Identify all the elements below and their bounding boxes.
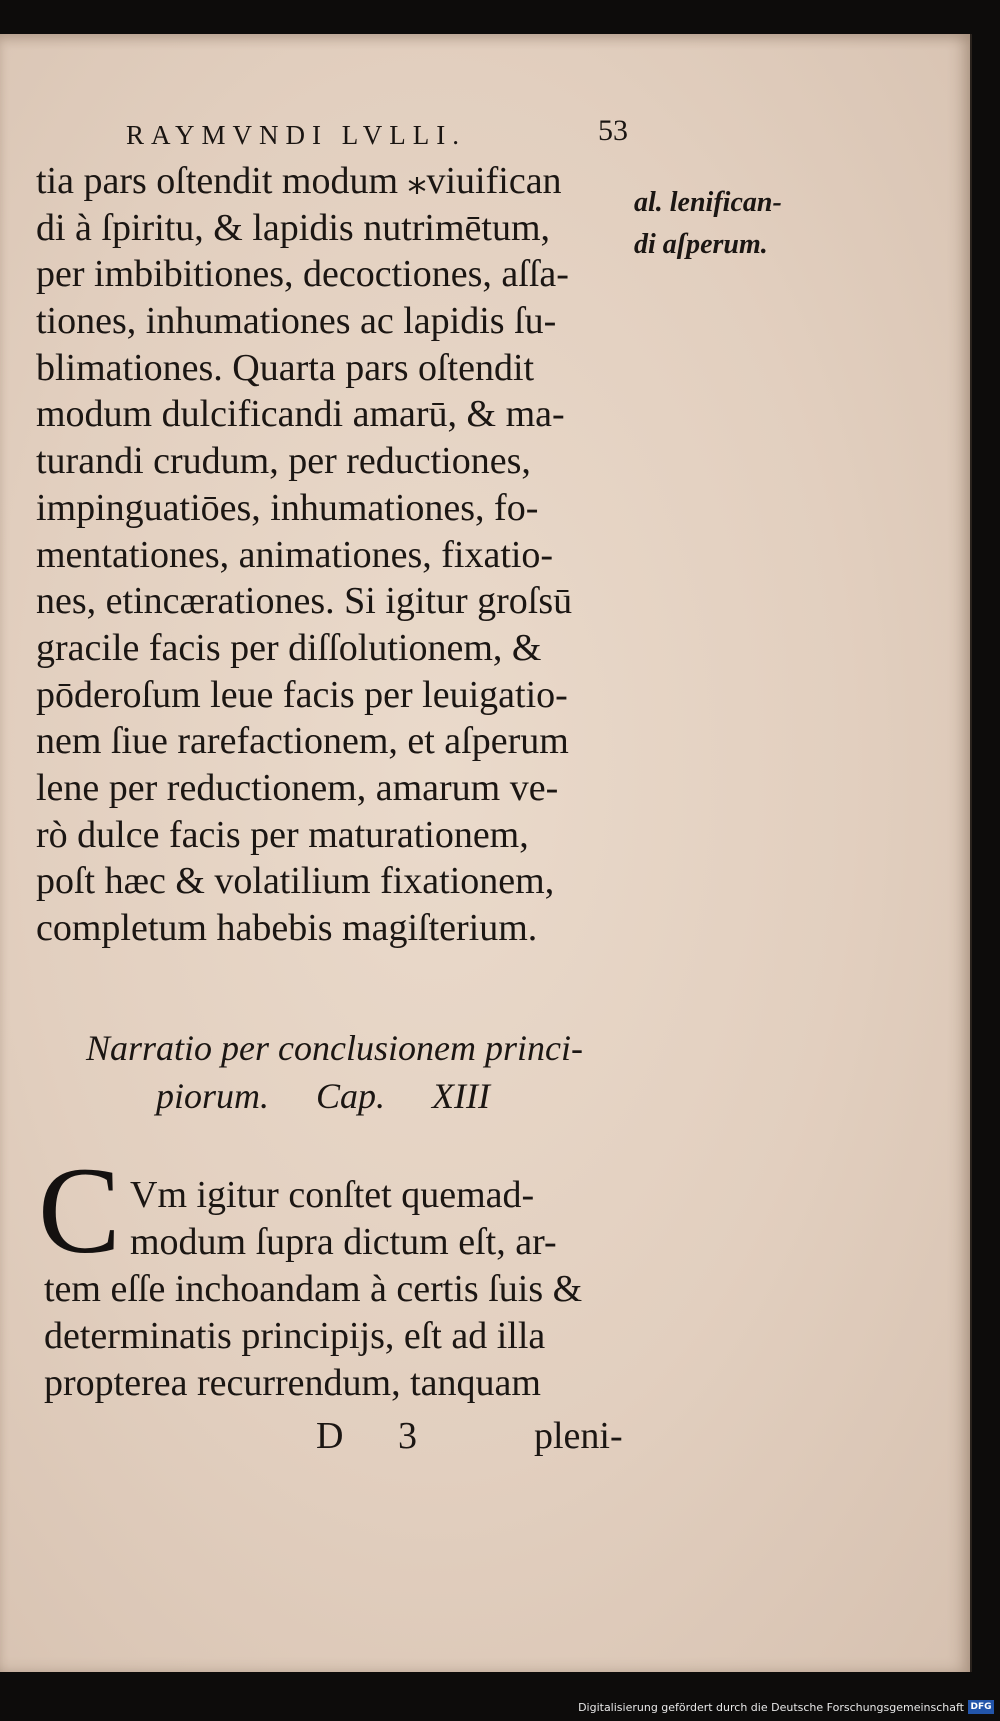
text-line: mentationes, animationes, fixatio- — [36, 533, 554, 576]
text-line: poſt hæc & volatilium fixationem, — [36, 860, 555, 903]
text-line: modum dulcificandi amarū, & ma- — [36, 393, 565, 436]
chapter-heading-word: piorum. — [156, 1076, 270, 1116]
text-line: determinatis principijs, eſt ad illa — [44, 1315, 546, 1357]
dfg-logo-icon: DFG — [968, 1700, 994, 1714]
funding-credit: Digitalisierung gefördert durch die Deutsche Forschungsgemeinschaft — [578, 1701, 964, 1714]
drop-cap-initial: C — [38, 1142, 121, 1279]
text-line: tem eſſe inchoandam à certis ſuis & — [44, 1268, 583, 1310]
text-line: tiones, inhumationes ac lapidis ſu- — [36, 300, 557, 343]
chapter-number: XIII — [432, 1076, 490, 1116]
chapter-heading-line — [86, 1072, 646, 1120]
text-line: nes, etincærationes. Si igitur groſsū — [36, 580, 573, 623]
text-line: gracile facis per diſſolutionem, & — [36, 626, 542, 669]
text-line: blimationes. Quarta pars oſtendit — [36, 346, 535, 389]
text-line: di à ſpiritu, & lapidis nutrimētum, — [36, 206, 551, 249]
text-line: rò dulce facis per maturationem, — [36, 813, 529, 856]
text-line: per imbibitiones, decoctiones, aſſa- — [36, 253, 569, 296]
text-line: nem ſiue rarefactionem, et aſperum — [36, 720, 569, 763]
chapter-text-block — [44, 1172, 684, 1407]
text-line: turandi crudum, per reductiones, — [36, 440, 531, 483]
book-page — [0, 34, 972, 1672]
text-line: modum ſupra dictum eſt, ar- — [130, 1221, 557, 1263]
text-line: impinguatiōes, inhumationes, fo- — [36, 486, 539, 529]
margin-note — [634, 182, 974, 266]
chapter-heading — [86, 1024, 646, 1120]
text-line: propterea recurrendum, tanquam — [44, 1362, 541, 1404]
signature-mark: D — [316, 1415, 344, 1457]
margin-note-line: di aſperum. — [634, 229, 768, 260]
catchword: pleni- — [534, 1415, 623, 1457]
main-text-block — [36, 158, 676, 952]
margin-note-line: al. lenifican- — [634, 187, 782, 218]
page-header — [0, 114, 970, 160]
running-head: RAYMVNDI LVLLI. — [126, 120, 467, 150]
text-line: completum habebis magiſterium. — [36, 907, 538, 949]
text-line: Vm igitur conſtet quemad- — [130, 1174, 535, 1216]
text-line: lene per reductionem, amarum ve- — [36, 766, 559, 809]
page-number: 53 — [598, 114, 628, 147]
chapter-label: Cap. — [316, 1076, 386, 1116]
signature-number: 3 — [398, 1415, 417, 1457]
chapter-heading-line: Narratio per conclusionem princi- — [86, 1028, 583, 1068]
text-line: pōderoſum leue facis per leuigatio- — [36, 673, 568, 716]
text-line: tia pars oſtendit modum ⁎viuifican — [36, 160, 562, 202]
